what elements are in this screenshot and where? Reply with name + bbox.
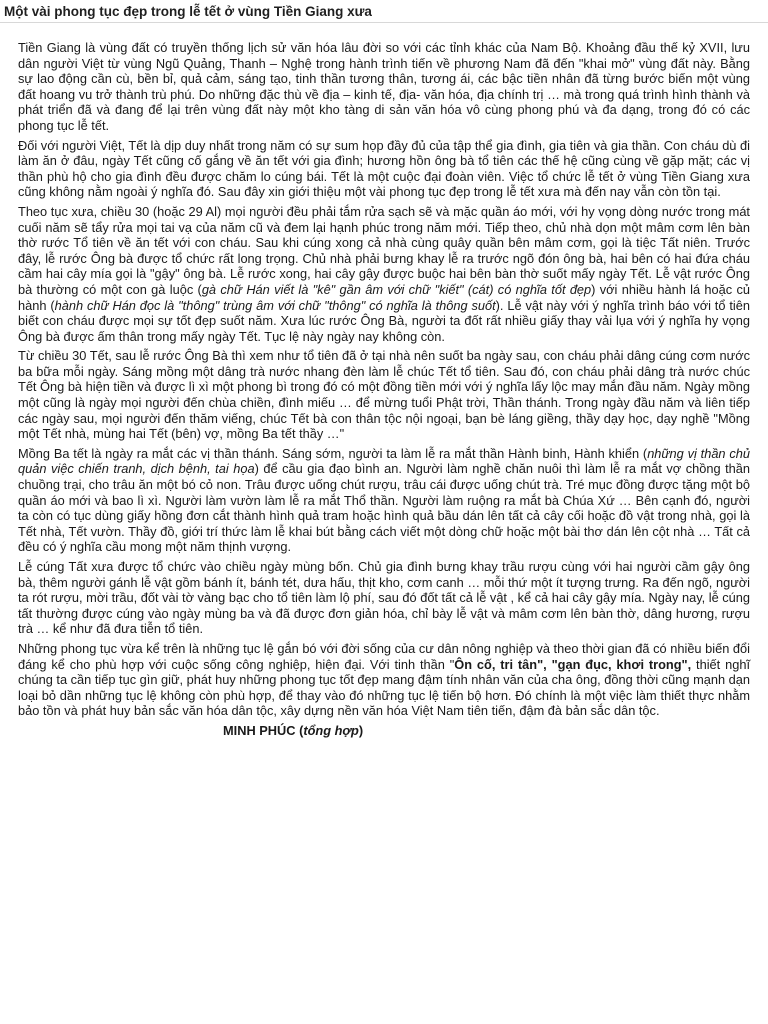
- paragraph-text: Theo tục xưa, chiều 30 (hoặc 29 Al) mọi người đều phải tắm rửa sạch sẽ và mặc quần áo mới, với hy vọng dòng nước trong mát cuối năm sẽ tẩy rửa mọi tai vạ của năm cũ và đem lại hạnh phúc trong năm mới. Tiếp theo, chủ nhà dọn một mâm cơm lên bàn thờ rước Tổ tiên về ăn tết với con cháu. Sau khi cúng xong cả nhà cùng quây quần bên mâm cơm, gọi là tiệc Tất niên. Trước đây, lễ rước Ông bà được tổ chức rất long trọng. Chủ nhà phải bưng khay lễ ra trước ngõ đón ông bà, hai bên có hai đứa cháu cầm hai cây mía gọi là "gậy" ông bà. Lễ rước xong, hai cây gậy được buộc hai bên bàn thờ suốt mấy ngày Tết. Lễ vật rước Ông bà thường có một con gà luộc (: [18, 203, 750, 297]
- paragraph-conclusion: [18, 641, 750, 719]
- paragraph-mong-ba: [18, 446, 750, 555]
- italic-note-ga: gà chữ Hán viết là "kê" gần âm với chữ "kiết" (cát) có nghĩa tốt đẹp: [201, 281, 592, 297]
- paragraph-mong-mot: Từ chiều 30 Tết, sau lễ rước Ông Bà thì xem như tổ tiên đã ở tại nhà nên suốt ba ngày sau, con cháu phải dâng cúng cơm nước ba bữa mỗi ngày. Sáng mồng một dâng trà nước nhang đèn làm lễ chúc Tết tổ tiên. Sau đó, con cháu phải dâng trà nước chúc Tết Ông bà hiện tiền và được lì xì một phong bì trong đó có một đồng tiền mới với ý nghĩa lấy lộc may mắn đầu năm. Ngày mồng một cũng là ngày mọi người đến chùa chiền, đình miếu … để mừng tuổi Phật trời, Thần thánh. Trong ngày đầu năm và liên tiếp các ngày sau, mọi người đến thăm viếng, chúc Tết bà con thân tộc nội ngoại, bạn bè láng giềng, thầy dạy học, dạy nghề "Mồng một Tết nhà, mùng hai Tết (bên) vợ, mồng Ba tết thầy …": [18, 348, 750, 442]
- italic-note-than: những vị thần chủ quản việc chiến tranh, dịch bệnh, tai họa: [18, 445, 751, 477]
- author-note: tổng hợp: [303, 722, 359, 738]
- paragraph-text: Mồng Ba tết là ngày ra mắt các vị thần thánh. Sáng sớm, người ta làm lễ ra mắt thần Hành binh, Hành khiển (: [18, 445, 648, 461]
- author-close: ): [358, 722, 364, 738]
- paragraph-ruoc-ong-ba: [18, 204, 750, 344]
- paragraph-text: Những phong tục vừa kể trên là những tục lệ gắn bó với đời sống của cư dân nông nghiệp và theo thời gian đã có nhiều biến đổi đáng kể cho phù hợp với cuộc sống công nghiệp, hiện đại. Với tinh thần ": [18, 640, 750, 672]
- paragraph-text: thiết nghĩ chúng ta cần tiếp tục gìn giữ, phát huy những phong tục tốt đẹp mang đậm tính nhân văn của cha ông, đồng thời cũng mạnh dạn loại bỏ dần những tục lệ không còn phù hợp, để thay vào đó những tục lệ tiến bộ hơn. Đó chính là một việc làm thiết thực nhằm bảo tồn và phát huy bản sắc văn hóa dân tộc, xây dựng nền văn hóa Việt Nam tiên tiến, đậm đà bản sắc dân tộc.: [18, 656, 751, 719]
- article-title: Một vài phong tục đẹp trong lễ tết ở vùng Tiền Giang xưa: [4, 3, 372, 19]
- paragraph-cung-tat: Lễ cúng Tất xưa được tổ chức vào chiều ngày mùng bốn. Chủ gia đình bưng khay trầu rượu cùng với hai người cầm gậy ông bà, thêm người gánh lễ vật gồm bánh ít, bánh tét, dưa hấu, thịt kho, cơm canh … mỗi thứ một ít tượng trưng. Ra đến ngõ, người ta rót rượu, mời trầu, đốt vài tờ vàng bạc cho tổ tiên làm lộ phí, sau đó đốt tất cả lễ vật , kể cả hai cây gậy mía. Ngày nay, lễ cúng tất thường được cúng vào ngày mùng ba và đã được đơn giản hóa, chỉ bày lễ vật và mâm cơm lên bàn thờ, dâng hương, rượu trà … kể như đã đưa tiễn tổ tiên.: [18, 559, 751, 637]
- bold-quote: Ôn cố, tri tân", "gạn đục, khơi trong",: [454, 656, 692, 672]
- author-byline: [18, 723, 750, 739]
- paragraph-text: ) với nhiều hành lá hoặc củ hành (: [18, 281, 750, 313]
- paragraph-tet-meaning: Đối với người Việt, Tết là dịp duy nhất trong năm có sự sum họp đầy đủ của tập thể gia đình, gia tiên và gia thần. Con cháu dù đi làm ăn ở đâu, ngày Tết cũng cố gắng về ăn tết với gia đình; hương hồn ông bà tổ tiên các thế hệ cũng cùng về gặp mặt; các vị thần phù hộ cho gia đình đều được chăm lo cúng bái. Tết là một cuộc đại đoàn viên. Việc tổ chức lễ tết ở vùng Tiền Giang xưa cũng không nằm ngoài ý nghĩa đó. Sau đây xin giới thiệu một vài phong tục đẹp trong lễ tết xưa mà đến nay vẫn còn tồn tại.: [18, 137, 750, 200]
- paragraph-text: ). Lễ vật này với ý nghĩa trình báo với tổ tiên biết con cháu được mọi sự tốt đẹp suốt năm. Xưa lúc rước Ông Bà, người ta đốt rất nhiều giấy thay vải lụa với ý nghĩa hy vọng Ông bà được ấm thân trong mấy ngày Tết. Tục lệ này ngày nay không còn.: [18, 297, 750, 344]
- title-bar: [0, 0, 768, 23]
- italic-note-hanh: hành chữ Hán đọc là "thông" trùng âm với chữ "thông" có nghĩa là thông suốt: [54, 297, 496, 313]
- article-body: [0, 23, 768, 739]
- paragraph-text: ) để cầu gia đạo bình an. Người làm nghề chăn nuôi thì làm lễ ra mắt vợ chồng thần chuồng trại, cho trâu ăn một bó cỏ non. Trâu được uống chút rượu, trâu cái được uống chút trà. Tré mục đồng được tặng một bộ quần áo mới và bao lì xì. Người làm vườn làm lễ ra mắt Thổ thần. Người làm ruộng ra mắt bà Chúa Xứ … Bên cạnh đó, người ta còn có tục dùng giấy hồng đơn cắt thành hình quả tram hoặc hình quả bầu dán lên tất cả cây cối hoặc đồ vật trong nhà, gọi là Tết nhà, Tết vườn. Thầy đồ, giới trí thức làm lễ khai bút bằng cách viết một dòng chữ hoặc một bài thơ dán lên cột nhà … Tất cả đều có ý nghĩa cầu mong một năm thịnh vượng.: [18, 461, 751, 555]
- paragraph-intro: Tiền Giang là vùng đất có truyền thống lịch sử văn hóa lâu đời so với các tỉnh khác của Nam Bộ. Khoảng đầu thế kỷ XVII, lưu dân người Việt từ vùng Ngũ Quảng, Thanh – Nghệ trong hành trình tiến về phương Nam đã đến "khai mở" vùng đất này. Bằng sự lao động cần cù, bền bỉ, quả cảm, sáng tạo, tinh thần tương thân, tương ái, các bậc tiền nhân đã từng bước biến một vùng đất hoang vu trở thành trù phú. Do những đặc thù về địa – kinh tế, địa- văn hóa, địa chính trị … mà trong quá trình hình thành và phát triển đã và đang để lại trên vùng đất này một kho tàng di sản văn hóa vô cùng phong phú và đa dạng, trong đó có các phong tục lễ tết.: [18, 40, 750, 133]
- author-name: MINH PHÚC (: [223, 722, 304, 738]
